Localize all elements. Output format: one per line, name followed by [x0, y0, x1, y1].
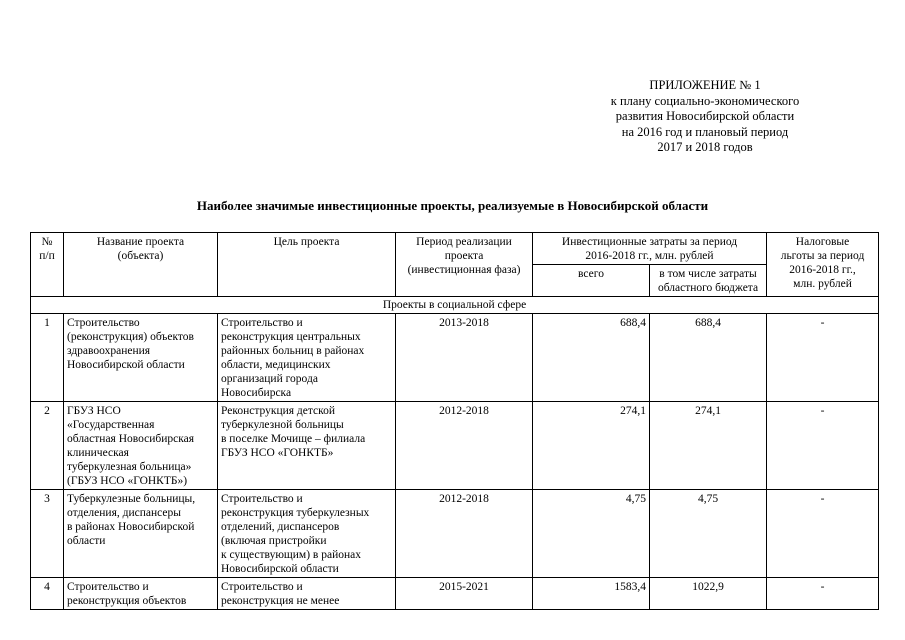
table-row — [31, 490, 879, 578]
project-goal-line: (включая пристройки — [221, 535, 327, 547]
appendix-line: к плану социально-экономического — [610, 93, 800, 108]
project-name-line: Туберкулезные больницы, — [67, 493, 196, 505]
project-name — [64, 490, 218, 578]
header-tax-line: льготы за период — [780, 250, 865, 262]
header-goal: Цель проекта — [218, 233, 396, 297]
project-goal-line: реконструкция туберкулезных — [221, 507, 370, 519]
project-name-line: ГБУЗ НСО — [67, 405, 121, 417]
project-period: 2012-2018 — [396, 402, 533, 490]
project-goal — [218, 314, 396, 402]
appendix-number: ПРИЛОЖЕНИЕ № 1 — [649, 78, 761, 92]
document-title: Наиболее значимые инвестиционные проекты, реализуемые в Новосибирской области — [196, 198, 709, 213]
project-goal-line: туберкулезной больницы — [221, 419, 344, 431]
project-goal-line: реконструкция не менее — [221, 595, 340, 607]
section-label: Проекты в социальной сфере — [31, 297, 879, 314]
project-goal-line: ГБУЗ НСО «ГОНКТБ» — [221, 447, 334, 459]
project-name-line: «Государственная — [67, 419, 155, 431]
project-name-line: Строительство и — [67, 581, 149, 593]
project-goal-line: реконструкция центральных — [221, 331, 361, 343]
appendix-line: 2017 и 2018 годов — [657, 140, 753, 154]
investment-regional: 274,1 — [650, 402, 767, 490]
header-num — [31, 233, 64, 297]
project-name-line: (реконструкция) объектов — [67, 331, 194, 343]
row-number: 4 — [31, 578, 64, 610]
project-goal-line: Строительство и — [221, 493, 303, 505]
row-number: 3 — [31, 490, 64, 578]
header-tax-line: млн. рублей — [793, 278, 852, 290]
header-row — [31, 233, 879, 265]
project-goal — [218, 490, 396, 578]
header-period-line: проекта — [444, 250, 484, 262]
project-period: 2015-2021 — [396, 578, 533, 610]
header-num-line: № — [41, 236, 53, 248]
project-name-line: (ГБУЗ НСО «ГОНКТБ») — [67, 475, 188, 487]
project-name — [64, 578, 218, 610]
project-name-line: отделения, диспансеры — [67, 507, 181, 519]
project-goal-line: районных больниц в районах — [221, 345, 365, 357]
project-goal-line: Новосибирска — [221, 387, 292, 399]
header-tax-benefits — [767, 233, 879, 297]
project-name-line: Новосибирской области — [67, 359, 185, 371]
project-name-line: областная Новосибирская — [67, 433, 195, 445]
project-name-line: туберкулезная больница» — [67, 461, 192, 473]
appendix-line: на 2016 год и плановый период — [621, 124, 789, 139]
project-name-line: реконструкция объектов — [67, 595, 187, 607]
project-goal — [218, 402, 396, 490]
investment-total: 274,1 — [533, 402, 650, 490]
investment-regional: 1022,9 — [650, 578, 767, 610]
project-name-line: здравоохранения — [67, 345, 151, 357]
table-row — [31, 402, 879, 490]
header-period — [396, 233, 533, 297]
table-row — [31, 314, 879, 402]
project-goal-line: Строительство и — [221, 581, 303, 593]
header-regional-budget — [650, 265, 767, 297]
row-number: 2 — [31, 402, 64, 490]
project-name — [64, 314, 218, 402]
investment-total: 688,4 — [533, 314, 650, 402]
appendix-line: развития Новосибирской области — [615, 109, 795, 123]
table-row — [31, 578, 879, 610]
project-goal-line: к существующим) в районах — [221, 549, 361, 561]
projects-table — [30, 232, 879, 610]
investment-total: 4,75 — [533, 490, 650, 578]
investment-total: 1583,4 — [533, 578, 650, 610]
project-goal — [218, 578, 396, 610]
project-name-line: области — [67, 535, 106, 547]
header-name-line: (объекта) — [117, 250, 164, 262]
row-number: 1 — [31, 314, 64, 402]
project-name-line: Строительство — [67, 317, 140, 329]
header-tax-line: 2016-2018 гг., — [789, 264, 856, 276]
header-period-line: (инвестиционная фаза) — [407, 264, 521, 276]
investment-regional: 4,75 — [650, 490, 767, 578]
tax-benefit: - — [767, 402, 879, 490]
header-investment-line: 2016-2018 гг., млн. рублей — [585, 250, 714, 262]
tax-benefit: - — [767, 490, 879, 578]
header-investment — [533, 233, 767, 265]
project-period: 2013-2018 — [396, 314, 533, 402]
project-goal-line: Реконструкция детской — [221, 405, 336, 417]
header-name-line: Название проекта — [96, 236, 185, 248]
project-goal-line: области, медицинских — [221, 359, 331, 371]
project-goal-line: отделений, диспансеров — [221, 521, 340, 533]
project-period: 2012-2018 — [396, 490, 533, 578]
header-regional-line: в том числе затраты — [659, 268, 757, 280]
header-tax-line: Налоговые — [795, 236, 850, 248]
header-total: всего — [533, 265, 650, 297]
project-name-line: клиническая — [67, 447, 129, 459]
tax-benefit: - — [767, 314, 879, 402]
tax-benefit: - — [767, 578, 879, 610]
appendix-heading — [560, 78, 850, 156]
project-goal-line: организаций города — [221, 373, 318, 385]
project-goal-line: в поселке Мочище – филиала — [221, 433, 366, 445]
project-goal-line: Новосибирской области — [221, 563, 339, 575]
section-row — [31, 297, 879, 314]
project-name — [64, 402, 218, 490]
header-num-line: п/п — [39, 250, 55, 262]
project-name-line: в районах Новосибирской — [67, 521, 195, 533]
investment-regional: 688,4 — [650, 314, 767, 402]
header-period-line: Период реализации — [416, 236, 512, 248]
header-investment-line: Инвестиционные затраты за период — [561, 236, 738, 248]
header-name — [64, 233, 218, 297]
project-goal-line: Строительство и — [221, 317, 303, 329]
header-regional-line: областного бюджета — [657, 282, 759, 294]
